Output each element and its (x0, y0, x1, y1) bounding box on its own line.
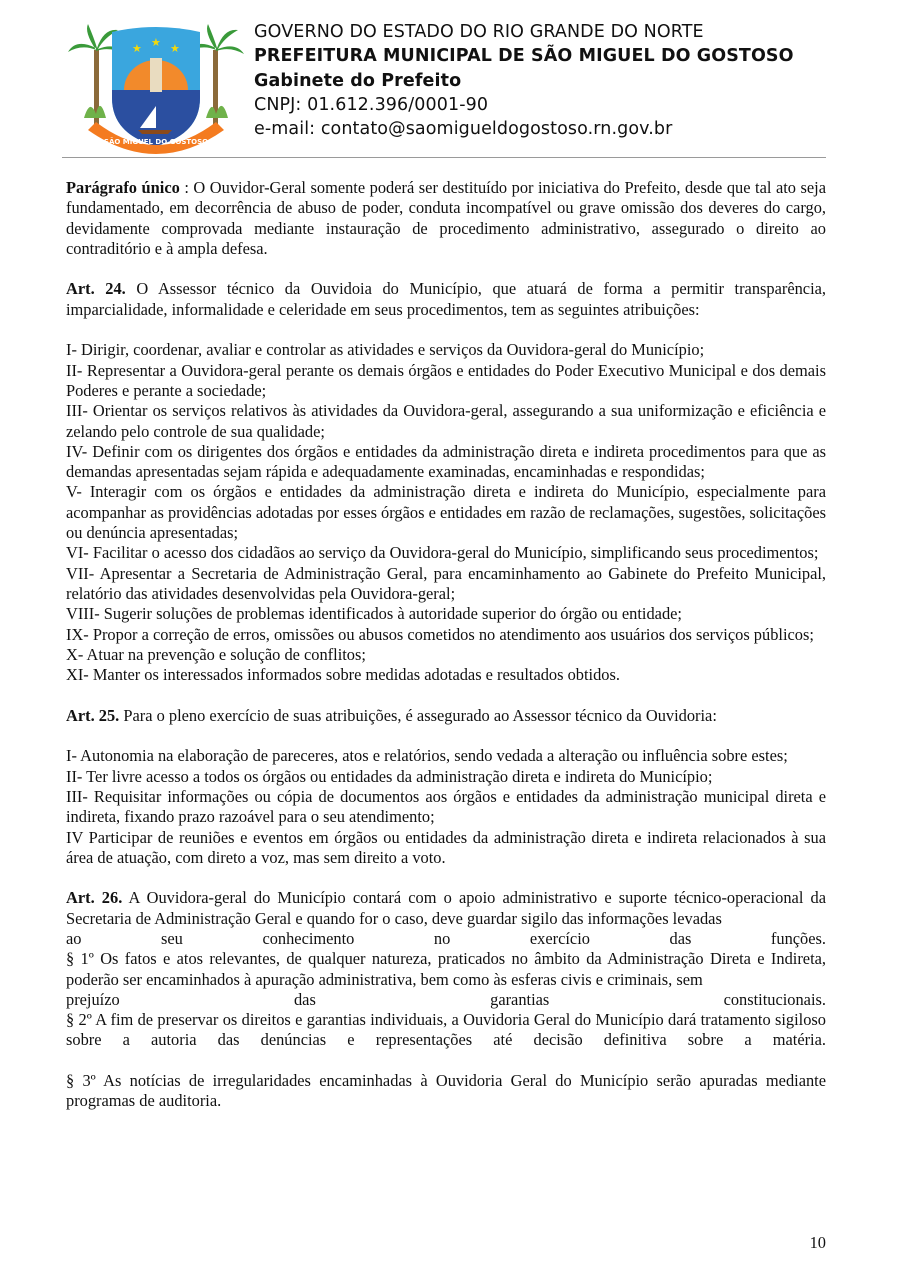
art25-item: II- Ter livre acesso a todos os órgãos ou entidades da administração direta e indireta do Município; (66, 766, 713, 786)
art24-item: VII- Apresentar a Secretaria de Administração Geral, para encaminhamento ao Gabinete do Prefeito Municipal, relatório das atividades desenvolvidas pela Ouvidora-geral; (66, 563, 826, 603)
office-name: Gabinete do Prefeito (254, 70, 462, 91)
svg-text:SÃO MIGUEL DO GOSTOSO: SÃO MIGUEL DO GOSTOSO (103, 138, 209, 146)
state-government-line: GOVERNO DO ESTADO DO RIO GRANDE DO NORTE (254, 22, 704, 42)
article-26-tail: ao seu conhecimento no exercício das funções. (66, 928, 826, 948)
art26-paragraph-3: § 3º As notícias de irregularidades encaminhadas à Ouvidoria Geral do Município serão apuradas mediante programas de auditoria. (66, 1071, 826, 1111)
art25-item: III- Requisitar informações ou cópia de documentos aos órgãos e entidades da administração municipal direta e indireta, fixando prazo razoável para o seu atendimento; (66, 786, 826, 827)
art24-item: III- Orientar os serviços relativos às atividades da Ouvidora-geral, assegurando a sua uniformização e eficiência e zelando pelo controle de sua qualidade; (66, 401, 826, 441)
art26-paragraph-1-tail: prejuízo das garantias constitucionais. (66, 989, 826, 1009)
svg-text:★: ★ (132, 42, 142, 55)
municipality-name: PREFEITURA MUNICIPAL DE SÃO MIGUEL DO GOSTOSO (254, 46, 794, 67)
article-24: Art. 24. O Assessor técnico da Ouvidoia do Município, que atuará de forma a permitir transparência, imparcialidade, informalidade e celeridade em seus procedimentos, tem as seguintes atribuições: (66, 279, 826, 319)
email: e-mail: contato@saomigueldogostoso.rn.gov.br (254, 119, 673, 140)
svg-text:★: ★ (170, 42, 180, 55)
art24-item: XI- Manter os interessados informados sobre medidas adotadas e resultados obtidos. (66, 665, 620, 685)
art25-item: I- Autonomia na elaboração de pareceres, atos e relatórios, sendo vedada a alteração ou influência sobre estes; (66, 746, 788, 766)
art24-item: II- Representar a Ouvidora-geral perante os demais órgãos e entidades do Poder Executivo Municipal e dos demais Poderes e perante a sociedade; (66, 360, 826, 400)
art24-item: X- Atuar na prevenção e solução de conflitos; (66, 644, 366, 664)
letterhead-text (254, 20, 794, 141)
cnpj: CNPJ: 01.612.396/0001-90 (254, 94, 489, 115)
art24-item: IX- Propor a correção de erros, omissões ou abusos cometidos no atendimento aos usuários dos serviços públicos; (66, 624, 814, 644)
article-25: Art. 25. Para o pleno exercício de suas atribuições, é assegurado ao Assessor técnico da Ouvidoria: (66, 705, 717, 725)
art24-item: I- Dirigir, coordenar, avaliar e controlar as atividades e serviços da Ouvidora-geral do Município; (66, 340, 705, 360)
art26-paragraph-1: § 1º Os fatos e atos relevantes, de qualquer natureza, praticados no âmbito da Administração Direta e Indireta, poderão ser encaminhados à apuração administrativa, bem como às esferas civis e criminais, sem (66, 949, 826, 989)
art24-item: VIII- Sugerir soluções de problemas identificados à autoridade superior do órgão ou entidade; (66, 604, 682, 624)
article-26: Art. 26. A Ouvidora-geral do Município contará com o apoio administrativo e suporte técnico-operacional da Secretaria de Administração Geral e quando for o caso, deve guardar sigilo das informações levadas (66, 888, 826, 928)
art25-item: IV Participar de reuniões e eventos em órgãos ou entidades da administração direta e indireta relacionados à sua área de atuação, com direto a voz, mas sem direito a voto. (66, 827, 826, 867)
document-body (66, 178, 826, 1112)
letterhead (62, 14, 826, 154)
paragrafo-unico: Parágrafo único : O Ouvidor-Geral somente poderá ser destituído por iniciativa do Prefeito, desde que tal ato seja fundamentado, em decorrência de abuso de poder, conduta incompatível ou grave omissão dos deveres do cargo, devidamente comprovada mediante instauração de procedimento administrativo, assegurado o direito ao contraditório e à ampla defesa. (66, 178, 826, 258)
art24-item: IV- Definir com os dirigentes dos órgãos e entidades da administração direta e indireta procedimentos para que as demandas apresentadas sejam rápida e adequadamente examinadas, encaminhadas e respondidas; (66, 441, 826, 482)
art24-item: V- Interagir com os órgãos e entidades da administração direta e indireta do Município, especialmente para acompanhar as providências adotadas por esses órgãos e entidades em razão de reclamações, sugestões, solicitações ou denúncia apresentadas; (66, 482, 826, 543)
art26-paragraph-2: § 2º A fim de preservar os direitos e garantias individuais, a Ouvidoria Geral do Município dará tratamento sigiloso sobre a autoria das denúncias e representações até decisão definitiva sobre a matéria. (66, 1010, 826, 1050)
header-divider (62, 157, 826, 158)
art24-item: VI- Facilitar o acesso dos cidadãos ao serviço da Ouvidora-geral do Município, simplificando seus procedimentos; (66, 543, 819, 563)
municipal-coat-of-arms-logo (66, 18, 246, 154)
page-number: 10 (809, 1233, 826, 1252)
svg-text:★: ★ (151, 36, 161, 49)
